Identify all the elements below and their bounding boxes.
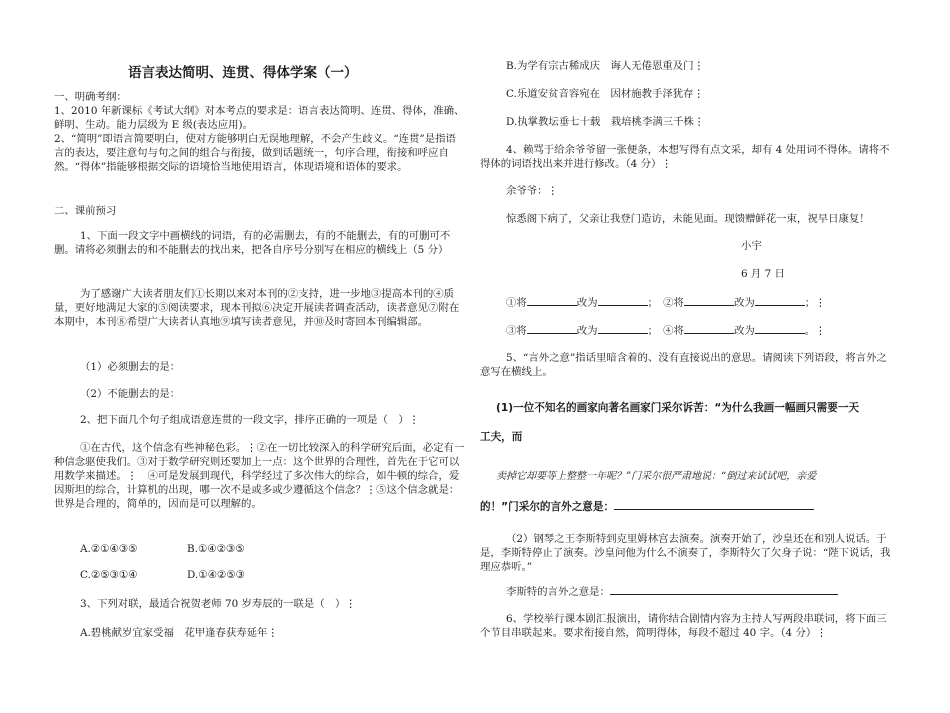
row-1-label-e: ；⋮ xyxy=(804,297,826,309)
answer-blank-5[interactable] xyxy=(527,323,577,334)
row-2-label-b: 改为 xyxy=(576,325,598,337)
question-2-option-a[interactable]: A.②①④③⑤ xyxy=(80,543,138,555)
question-5-part-1-line-3: 卖掉它却要等上整整一年呢？”门采尔很严肃地说：“倒过来试试吧，亲爱 xyxy=(496,471,817,482)
row-2-label-c: ； ④将 xyxy=(647,325,684,337)
question-5-part-1-answer xyxy=(480,499,814,514)
question-3-prompt: 3、下列对联，最适合祝贺老师 70 岁寿辰的一联是（ ）⋮ xyxy=(80,598,356,610)
question-3-option-c[interactable]: C.乐道安贫音容宛在 因材施教手泽犹存⋮ xyxy=(506,88,704,100)
row-2-label-d: 改为 xyxy=(733,325,755,337)
row-1-label-d: 改为 xyxy=(733,297,755,309)
answer-blank-7[interactable] xyxy=(684,323,734,334)
question-4-answer-row-1 xyxy=(506,295,826,310)
row-2-label-a: ③将 xyxy=(506,325,527,337)
question-5-prompt: 5、“言外之意”指话里暗含着的、没有直接说出的意思。请阅读下列语段，将言外之意写在横线上。 xyxy=(480,352,887,378)
row-1-label-b: 改为 xyxy=(576,297,598,309)
question-2-passage: ①在古代，这个信念有些神秘色彩。⋮②在一切比较深入的科学研究后面，必定有一种信念驱使我们。③对于数学研究则还要加上一点：这个世界的合理性，首先在于它可以用数学来描述。⋮ ④可是发展到现代，科学经过了多次伟大的综合，如牛顿的综合，爱因斯坦的综合，计算机的出现，哪一次不是或多或少遵循这个信念？⋮⑤这个信念就是：世界是合理的，简单的，因而是可以理解的。 xyxy=(54,442,465,510)
outline-point-2: 2、“简明”即语言简要明白，使对方能够明白无误地理解，不会产生歧义。“连贯”是指语言的表达，要注意句与句之间的组合与衔接，做到话题统一，句序合理，衔接和呼应自然。“得体”指能够根据交际的语境恰当地使用语言，体现语境和语体的要求。 xyxy=(54,133,456,173)
answer-blank-4[interactable] xyxy=(755,295,805,306)
question-4-prompt: 4、赖骂于给余爷爷留一张便条，本想写得有点文采，却有 4 处用词不得体。请将不得体的词语找出来并进行修改。（4 分）⋮ xyxy=(480,144,890,170)
question-6-prompt: 6、学校举行课本剧汇报演出，请你结合剧情内容为主持人写两段串联词，将下面三个节目串联起来。要求衔接自然，简明得体，每段不超过 40 字。（4 分）⋮ xyxy=(480,613,887,639)
row-2-label-e: 。⋮ xyxy=(804,325,826,337)
question-2-option-d[interactable]: D.①④②⑤③ xyxy=(187,569,245,581)
question-1-answer-b: （2）不能删去的是： xyxy=(80,388,181,400)
answer-blank-8[interactable] xyxy=(755,323,805,334)
question-4-answer-row-2 xyxy=(506,323,826,338)
answer-blank-1[interactable] xyxy=(527,295,577,306)
question-2-option-c[interactable]: C.②⑤③①④ xyxy=(80,569,138,581)
question-5-part-2: （2）钢琴之王李斯特到克里姆林宫去演奏。演奏开始了，沙皇还在和别人说话。于是，李斯特停止了演奏。沙皇问他为什么不演奏了，李斯特欠了欠身子说：“陛下说话，我理应恭听。” xyxy=(480,533,891,573)
question-5-part-1-line-1: (1)一位不知名的画家向著名画家门采尔诉苦：“为什么我画一幅画只需要一天 xyxy=(496,402,860,414)
answer-blank-3[interactable] xyxy=(684,295,734,306)
answer-blank-2[interactable] xyxy=(598,295,648,306)
question-2-prompt: 2、把下面几个句子组成语意连贯的一段文字，排序正确的一项是（ ）⋮ xyxy=(80,414,420,426)
question-1-passage: 为了感谢广大读者朋友们①长期以来对本刊的②支持，进一步地③提高本刊的④质量，更好地满足大家的⑤阅读要求，现本刊拟⑥决定开展读者调查活动，读者意见⑦附在本期中，本刊⑧希望广大读者认真地⑨填写读者意见，并⑩及时寄回本刊编辑部。 xyxy=(54,288,460,328)
note-greeting: 余爷爷：⋮ xyxy=(506,185,558,197)
question-2-option-b[interactable]: B.①④②③⑤ xyxy=(187,543,245,555)
answer-blank-6[interactable] xyxy=(598,323,648,334)
answer-blank-10[interactable] xyxy=(610,584,838,595)
question-1-prompt: 1、下面一段文字中画横线的词语，有的必需删去，有的不能删去，有的可删可不删。请将必须删去的和不能删去的找出来，把各自序号分别写在相应的横线上（5 分） xyxy=(54,230,451,256)
section-heading-outline: 一、明确考纲： xyxy=(54,91,127,103)
question-3-option-a[interactable]: A.碧桃献岁宜家受福 花甲逢春获寿延年⋮ xyxy=(80,627,278,639)
section-heading-preview: 二、课前预习 xyxy=(54,205,117,217)
question-5-part-2-answer-label: 李斯特的言外之意是： xyxy=(506,586,610,598)
question-3-option-d[interactable]: D.执掌教坛垂七十载 栽培桃李满三千株⋮ xyxy=(506,116,705,128)
note-body: 惊悉阁下病了，父亲让我登门造访，未能见面。现馈赠鲜花一束，祝早日康复！ xyxy=(506,213,870,225)
row-1-label-c: ； ②将 xyxy=(647,297,684,309)
answer-blank-9[interactable] xyxy=(614,499,814,510)
question-5-part-2-answer xyxy=(506,584,838,599)
row-1-label-a: ①将 xyxy=(506,297,527,309)
question-5-part-1-answer-label: 的！”门采尔的言外之意是： xyxy=(480,501,615,513)
question-5-part-1-line-2: 工夫，而 xyxy=(480,431,523,443)
outline-point-1: 1、2010 年新课标《考试大纲》对本考点的要求是：语言表达简明、连贯、得体，准确、鲜明、生动。能力层级为 E 级(表达应用)。 xyxy=(54,105,465,131)
question-3-option-b[interactable]: B.为学有宗古稀成庆 诲人无倦恩重及门⋮ xyxy=(506,60,704,72)
note-date: 6 月 7 日 xyxy=(741,268,785,280)
note-signature: 小宇 xyxy=(741,240,762,252)
question-1-answer-a: （1）必须删去的是： xyxy=(80,361,181,373)
page-title: 语言表达简明、连贯、得体学案（一） xyxy=(128,65,358,81)
